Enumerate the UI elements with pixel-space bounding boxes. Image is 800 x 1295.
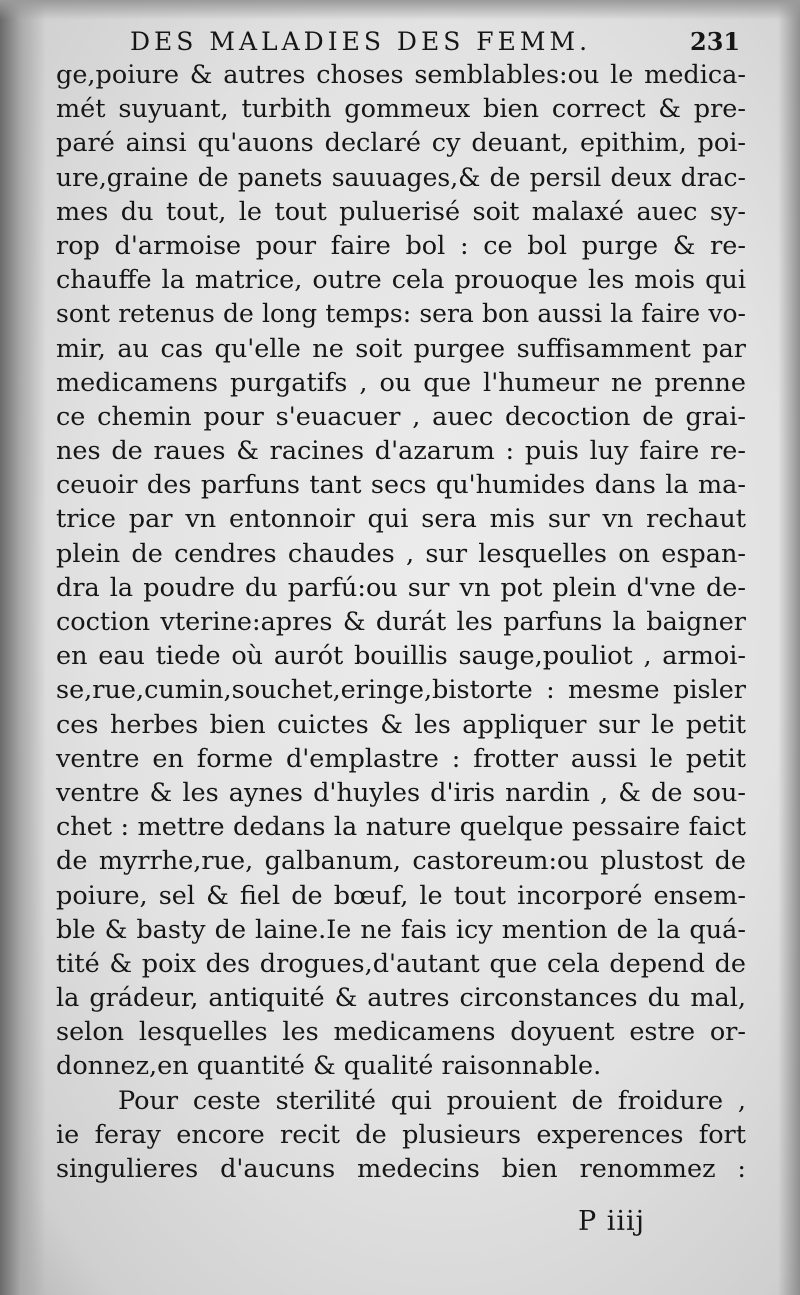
text-line: ble & basty de laine.Ie ne fais icy mention de la quá- xyxy=(56,914,746,945)
text-line: ie feray encore recit de plusieurs experences fort xyxy=(56,1119,746,1150)
signature-mark: P iiij xyxy=(578,1206,646,1237)
text-line: ventre & les aynes d'huyles d'iris nardin , & de sou- xyxy=(56,777,746,808)
page-edge-shadow xyxy=(778,0,800,1295)
text-line: ge,poiure & autres choses semblables:ou le medica- xyxy=(56,60,746,90)
top-edge-shadow xyxy=(0,0,800,20)
text-line: poiure, sel & fiel de bœuf, le tout incorporé ensem- xyxy=(56,880,746,911)
text-line: medicamens purgatifs , ou que l'humeur ne prenne xyxy=(56,367,746,398)
text-line: de myrrhe,rue, galbanum, castoreum:ou plustost de xyxy=(56,846,746,877)
binding-shadow xyxy=(0,0,46,1295)
text-line: dra la poudre du parfú:ou sur vn pot plein d'vne de- xyxy=(56,572,746,603)
running-head: DES MALADIES DES FEMM. xyxy=(130,27,592,56)
text-line: ce chemin pour s'euacuer , auec decoction de grai- xyxy=(56,401,746,432)
text-line: donnez,en quantité & qualité raisonnable. xyxy=(56,1051,602,1082)
text-line: rop d'armoise pour faire bol : ce bol purge & re- xyxy=(56,230,746,261)
paragraph-first-line: Pour ceste sterilité qui prouient de froidure , xyxy=(118,1085,746,1116)
text-line: mes du tout, le tout puluerisé soit malaxé auec sy- xyxy=(56,196,746,227)
text-line: trice par vn entonnoir qui sera mis sur vn rechaut xyxy=(56,504,746,535)
text-line: mir, au cas qu'elle ne soit purgee suffisamment par xyxy=(56,333,746,364)
text-line: en eau tiede où aurót bouillis sauge,pouliot , armoi- xyxy=(56,641,746,672)
text-line: ces herbes bien cuictes & les appliquer sur le petit xyxy=(56,709,746,740)
text-line: se,rue,cumin,souchet,eringe,bistorte : mesme pisler xyxy=(56,675,746,706)
text-line: sont retenus de long temps: sera bon aussi la faire vo- xyxy=(56,299,746,329)
text-line: nes de raues & racines d'azarum : puis luy faire re- xyxy=(56,436,746,467)
text-line: selon lesquelles les medicamens doyuent estre or- xyxy=(56,1017,746,1048)
text-line: tité & poix des drogues,d'autant que cela depend de xyxy=(56,948,746,979)
page-number: 231 xyxy=(690,27,741,56)
text-line: ure,graine de panets sauuages,& de persil deux drac- xyxy=(56,162,746,192)
text-line: la grádeur, antiquité & autres circonstances du mal, xyxy=(56,983,746,1014)
text-line: chet : mettre dedans la nature quelque pessaire faict xyxy=(56,812,746,843)
body-text xyxy=(56,58,746,1186)
text-line: ventre en forme d'emplastre : frotter aussi le petit xyxy=(56,743,746,774)
text-line: paré ainsi qu'auons declaré cy deuant, epithim, poi- xyxy=(56,128,746,159)
text-line: ceuoir des parfuns tant secs qu'humides dans la ma- xyxy=(56,470,746,501)
text-line: plein de cendres chaudes , sur lesquelles on espan- xyxy=(56,538,746,569)
text-line: mét suyuant, turbith gommeux bien correct & pre- xyxy=(56,94,746,125)
text-line: chauffe la matrice, outre cela prouoque les mois qui xyxy=(56,265,746,296)
text-line: coction vterine:apres & durát les parfuns la baigner xyxy=(56,607,746,637)
text-line: singulieres d'aucuns medecins bien renommez : xyxy=(56,1154,746,1184)
